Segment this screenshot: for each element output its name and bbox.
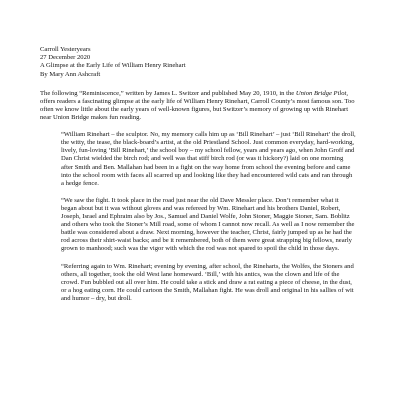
quote-paragraph-2: “We saw the fight. It took place in the road just near the old Dave Messler place. Don’t remember what it began about but it was without gloves and was refereed by Wm. Rinehart and his brothers Daniel, Robert, Joseph, Israel and Ephraim also by Jos., Samuel and Daniel Wolfe, John Stoner, Maggie Stoner, Sam. Boblitz and others who took the Stoner’s Mill road, some of whom I cannot now recall. As well as I now remember the battle was considered about a draw. Next morning, however the teacher, Christ, fairly jumped up as he had the rod across their shirt-waist backs; and be it remembered, both of them were great strapping big fellows, nearly grown to manhood; such was the vigor with which the rod was not spared to spoil the child in those days. xyxy=(61,196,355,253)
article-header xyxy=(40,46,360,79)
intro-text-part1: The following “Reminiscence,” written by James L. Switzer and published May 20, 1910, in the xyxy=(40,89,296,97)
document-page xyxy=(40,46,360,303)
publication-name: Union Bridge Pilot xyxy=(295,89,347,97)
article-byline: By Mary Ann Ashcraft xyxy=(40,70,101,78)
intro-text-part2: , offers readers a fascinating glimpse at the early life of William Henry Rinehart, Carroll County’s most famous son. Too often we know little about the early years of well-known figures, but Switzer’s memory of growing up with Rinehart near Union Bridge makes fun reading. xyxy=(40,89,355,122)
quote-paragraph-1: “William Rinehart – the sculptor. No, my memory calls him up as ‘Bill Rinehart’ – just ‘Bill Rinehart’ the droll, the witty, the tease, the black-board’s artist, at the old Priestland School. Just common everyday, hard-working, lively, fun-loving ‘Bill Rinehart,’ the school boy – my school fellow, years and years ago, when John Groff and Dan Christ wielded the birch rod; and well was that stiff birch rod (or was it hickory?) laid on one morning after Smith and Ben. Mallahan had been in a fight on the way home from school the evening before and came into the school room with faces all scarred up and looking like they had encountered wild cats and ran through a hedge fence. xyxy=(61,131,356,187)
article-title: A Glimpse at the Early Life of William Henry Rinehart xyxy=(40,62,186,70)
article-date: 27 December 2020 xyxy=(40,54,91,62)
quote-paragraph-3: “Referring again to Wm. Rinehart; evening by evening, after school, the Rineharts, the Wolfes, the Stoners and others, all together, took the old West lane homeward. ‘Bill,’ with his antics, was the clown and life of the crowd. Fun bubbled out all over him. He could take a stick and draw a rat eating a piece of cheese, in the dust, or a hog eating corn. He could cartoon the Smith, Mallahan fight. He was droll and original in his sallies of wit and humor – dry, but droll. xyxy=(61,262,354,302)
column-name: Carroll Yesteryears xyxy=(40,46,91,53)
intro-paragraph xyxy=(40,90,360,122)
